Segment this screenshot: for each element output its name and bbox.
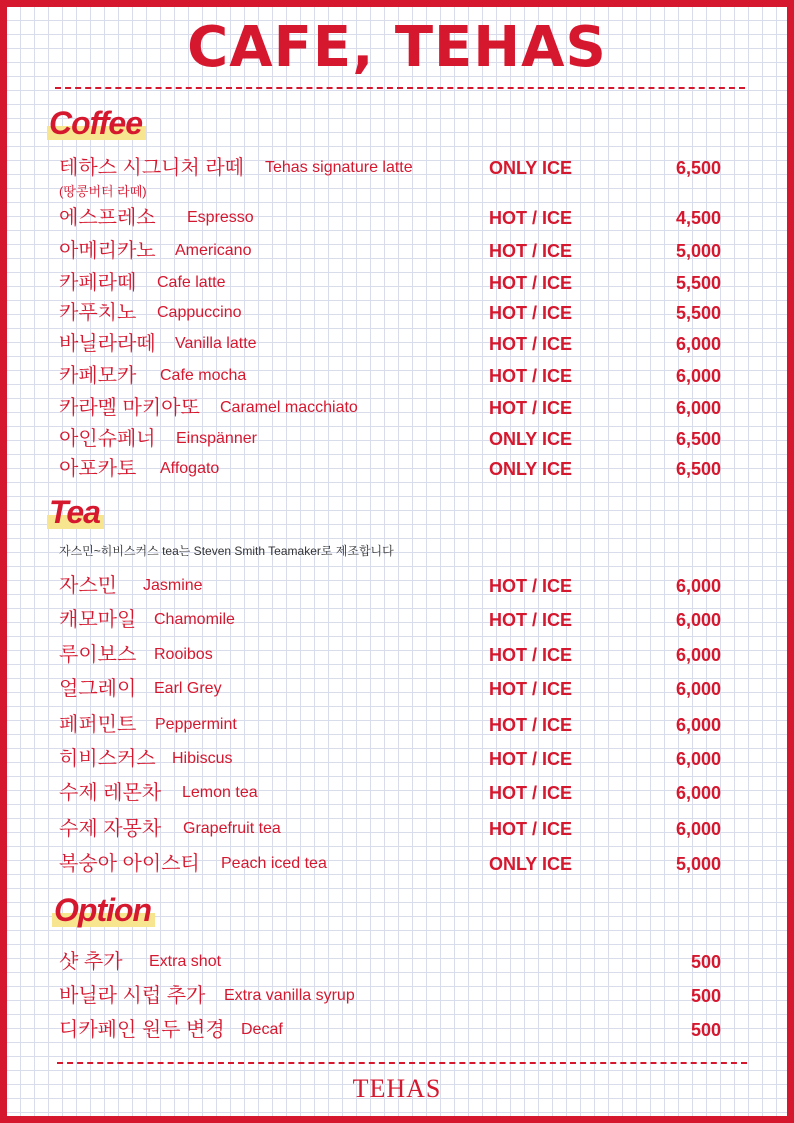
menu-item (7, 393, 787, 423)
menu-item (7, 674, 787, 704)
item-temperature: HOT / ICE (488, 334, 572, 354)
item-name-en: Extra shot (149, 953, 222, 970)
item-name-en: Vanilla latte (175, 335, 257, 352)
item-name-en: Peppermint (155, 716, 237, 733)
item-temperature: HOT / ICE (488, 576, 572, 596)
section-heading-tea: Tea (47, 492, 104, 532)
item-name-ko: 아포카토 (59, 458, 137, 480)
item-name-ko: 에스프레소 (59, 207, 156, 229)
menu-item (7, 361, 787, 391)
item-temperature: ONLY ICE (488, 459, 572, 479)
menu-item (7, 849, 787, 879)
item-temperature: HOT / ICE (488, 610, 572, 630)
option-item (7, 947, 787, 977)
item-temperature: HOT / ICE (488, 715, 572, 735)
item-name-ko: 카페모카 (59, 365, 137, 387)
item-price: 6,000 (675, 334, 721, 354)
section-heading-coffee: Coffee (47, 103, 146, 143)
item-temperature: HOT / ICE (488, 398, 572, 418)
item-price: 5,000 (675, 854, 721, 874)
item-name-ko: 아메리카노 (59, 240, 156, 262)
item-temperature: HOT / ICE (488, 819, 572, 839)
item-price: 500 (690, 986, 721, 1006)
item-name-en: Americano (175, 242, 252, 259)
item-name-en: Tehas signature latte (265, 159, 413, 176)
item-price: 6,000 (675, 819, 721, 839)
item-price: 6,000 (675, 749, 721, 769)
item-price: 5,500 (675, 273, 721, 293)
menu-item (7, 710, 787, 740)
item-name-ko: 샷 추가 (59, 951, 123, 973)
section-heading-option: Option (52, 890, 155, 930)
item-name-ko: 아인슈페너 (59, 428, 156, 450)
item-name-ko: 자스민 (59, 575, 117, 597)
item-price: 6,000 (675, 645, 721, 665)
menu-item (7, 236, 787, 266)
menu-item-signature-latte (7, 153, 787, 183)
item-temperature: HOT / ICE (488, 645, 572, 665)
item-price: 6,500 (675, 459, 721, 479)
item-price: 5,000 (675, 241, 721, 261)
item-temperature: ONLY ICE (488, 429, 572, 449)
item-name-en: Lemon tea (182, 784, 258, 801)
divider-top (55, 87, 745, 89)
item-temperature: HOT / ICE (488, 783, 572, 803)
menu-item (7, 203, 787, 233)
item-temperature: ONLY ICE (488, 158, 572, 178)
item-name-en: Extra vanilla syrup (224, 987, 355, 1004)
item-name-ko: 테하스 시그니처 라떼 (59, 157, 244, 179)
tea-note: 자스민~히비스커스 tea는 Steven Smith Teamaker로 제조합니다 (59, 544, 394, 558)
item-name-en: Einspänner (176, 430, 257, 447)
item-name-ko: 얼그레이 (59, 678, 137, 700)
item-temperature: HOT / ICE (488, 749, 572, 769)
item-temperature: HOT / ICE (488, 273, 572, 293)
item-name-en: Rooibos (154, 646, 213, 663)
item-name-en: Caramel macchiato (220, 399, 358, 416)
item-price: 500 (690, 1020, 721, 1040)
item-price: 6,000 (675, 576, 721, 596)
item-name-en: Affogato (160, 460, 220, 477)
item-name-ko: 바닐라 시럽 추가 (59, 985, 206, 1007)
item-name-ko: 카라멜 마키아또 (59, 397, 200, 419)
menu-item (7, 744, 787, 774)
item-price: 6,000 (675, 610, 721, 630)
item-name-ko: 캐모마일 (59, 609, 137, 631)
item-name-en: Cafe latte (157, 274, 226, 291)
item-price: 5,500 (675, 303, 721, 323)
item-price: 500 (690, 952, 721, 972)
item-temperature: ONLY ICE (488, 854, 572, 874)
item-name-ko: 카푸치노 (59, 302, 137, 324)
menu-item (7, 814, 787, 844)
menu-item (7, 268, 787, 298)
menu-item (7, 640, 787, 670)
item-name-ko: 페퍼민트 (59, 714, 137, 736)
item-price: 6,500 (675, 158, 721, 178)
menu-page (7, 7, 787, 1116)
item-name-ko: 히비스커스 (59, 748, 156, 770)
page-title: CAFE, TEHAS (187, 15, 607, 80)
menu-item (7, 329, 787, 359)
menu-item (7, 605, 787, 635)
item-price: 4,500 (675, 208, 721, 228)
menu-item (7, 454, 787, 484)
item-name-en: Hibiscus (172, 750, 233, 767)
item-name-en: Cafe mocha (160, 367, 247, 384)
item-name-en: Chamomile (154, 611, 235, 628)
item-temperature: HOT / ICE (488, 241, 572, 261)
item-price: 6,000 (675, 783, 721, 803)
item-name-ko: 디카페인 원두 변경 (59, 1019, 225, 1041)
option-item (7, 981, 787, 1011)
item-temperature: HOT / ICE (488, 303, 572, 323)
item-temperature: HOT / ICE (488, 679, 572, 699)
item-name-en: Grapefruit tea (183, 820, 281, 837)
item-price: 6,000 (675, 398, 721, 418)
item-name-ko: 수제 자몽차 (59, 818, 162, 840)
item-name-en: Espresso (187, 209, 254, 226)
menu-item (7, 571, 787, 601)
item-price: 6,000 (675, 366, 721, 386)
item-price: 6,000 (675, 679, 721, 699)
item-name-en: Decaf (241, 1021, 283, 1038)
item-name-ko: 바닐라라떼 (59, 333, 156, 355)
item-temperature: HOT / ICE (488, 366, 572, 386)
item-subtitle: (땅콩버터 라떼) (59, 184, 147, 199)
option-item (7, 1015, 787, 1045)
item-temperature: HOT / ICE (488, 208, 572, 228)
item-name-en: Peach iced tea (221, 855, 327, 872)
item-price: 6,500 (675, 429, 721, 449)
item-name-en: Earl Grey (154, 680, 222, 697)
item-name-ko: 카페라떼 (59, 272, 137, 294)
menu-item (7, 778, 787, 808)
item-name-en: Cappuccino (157, 304, 242, 321)
item-name-ko: 수제 레몬차 (59, 782, 162, 804)
item-name-ko: 루이보스 (59, 644, 137, 666)
menu-item (7, 298, 787, 328)
item-name-en: Jasmine (143, 577, 203, 594)
item-name-ko: 복숭아 아이스티 (59, 853, 200, 875)
item-price: 6,000 (675, 715, 721, 735)
divider-bottom (57, 1062, 747, 1064)
menu-item (7, 424, 787, 454)
footer-brand: TEHAS (352, 1074, 442, 1103)
